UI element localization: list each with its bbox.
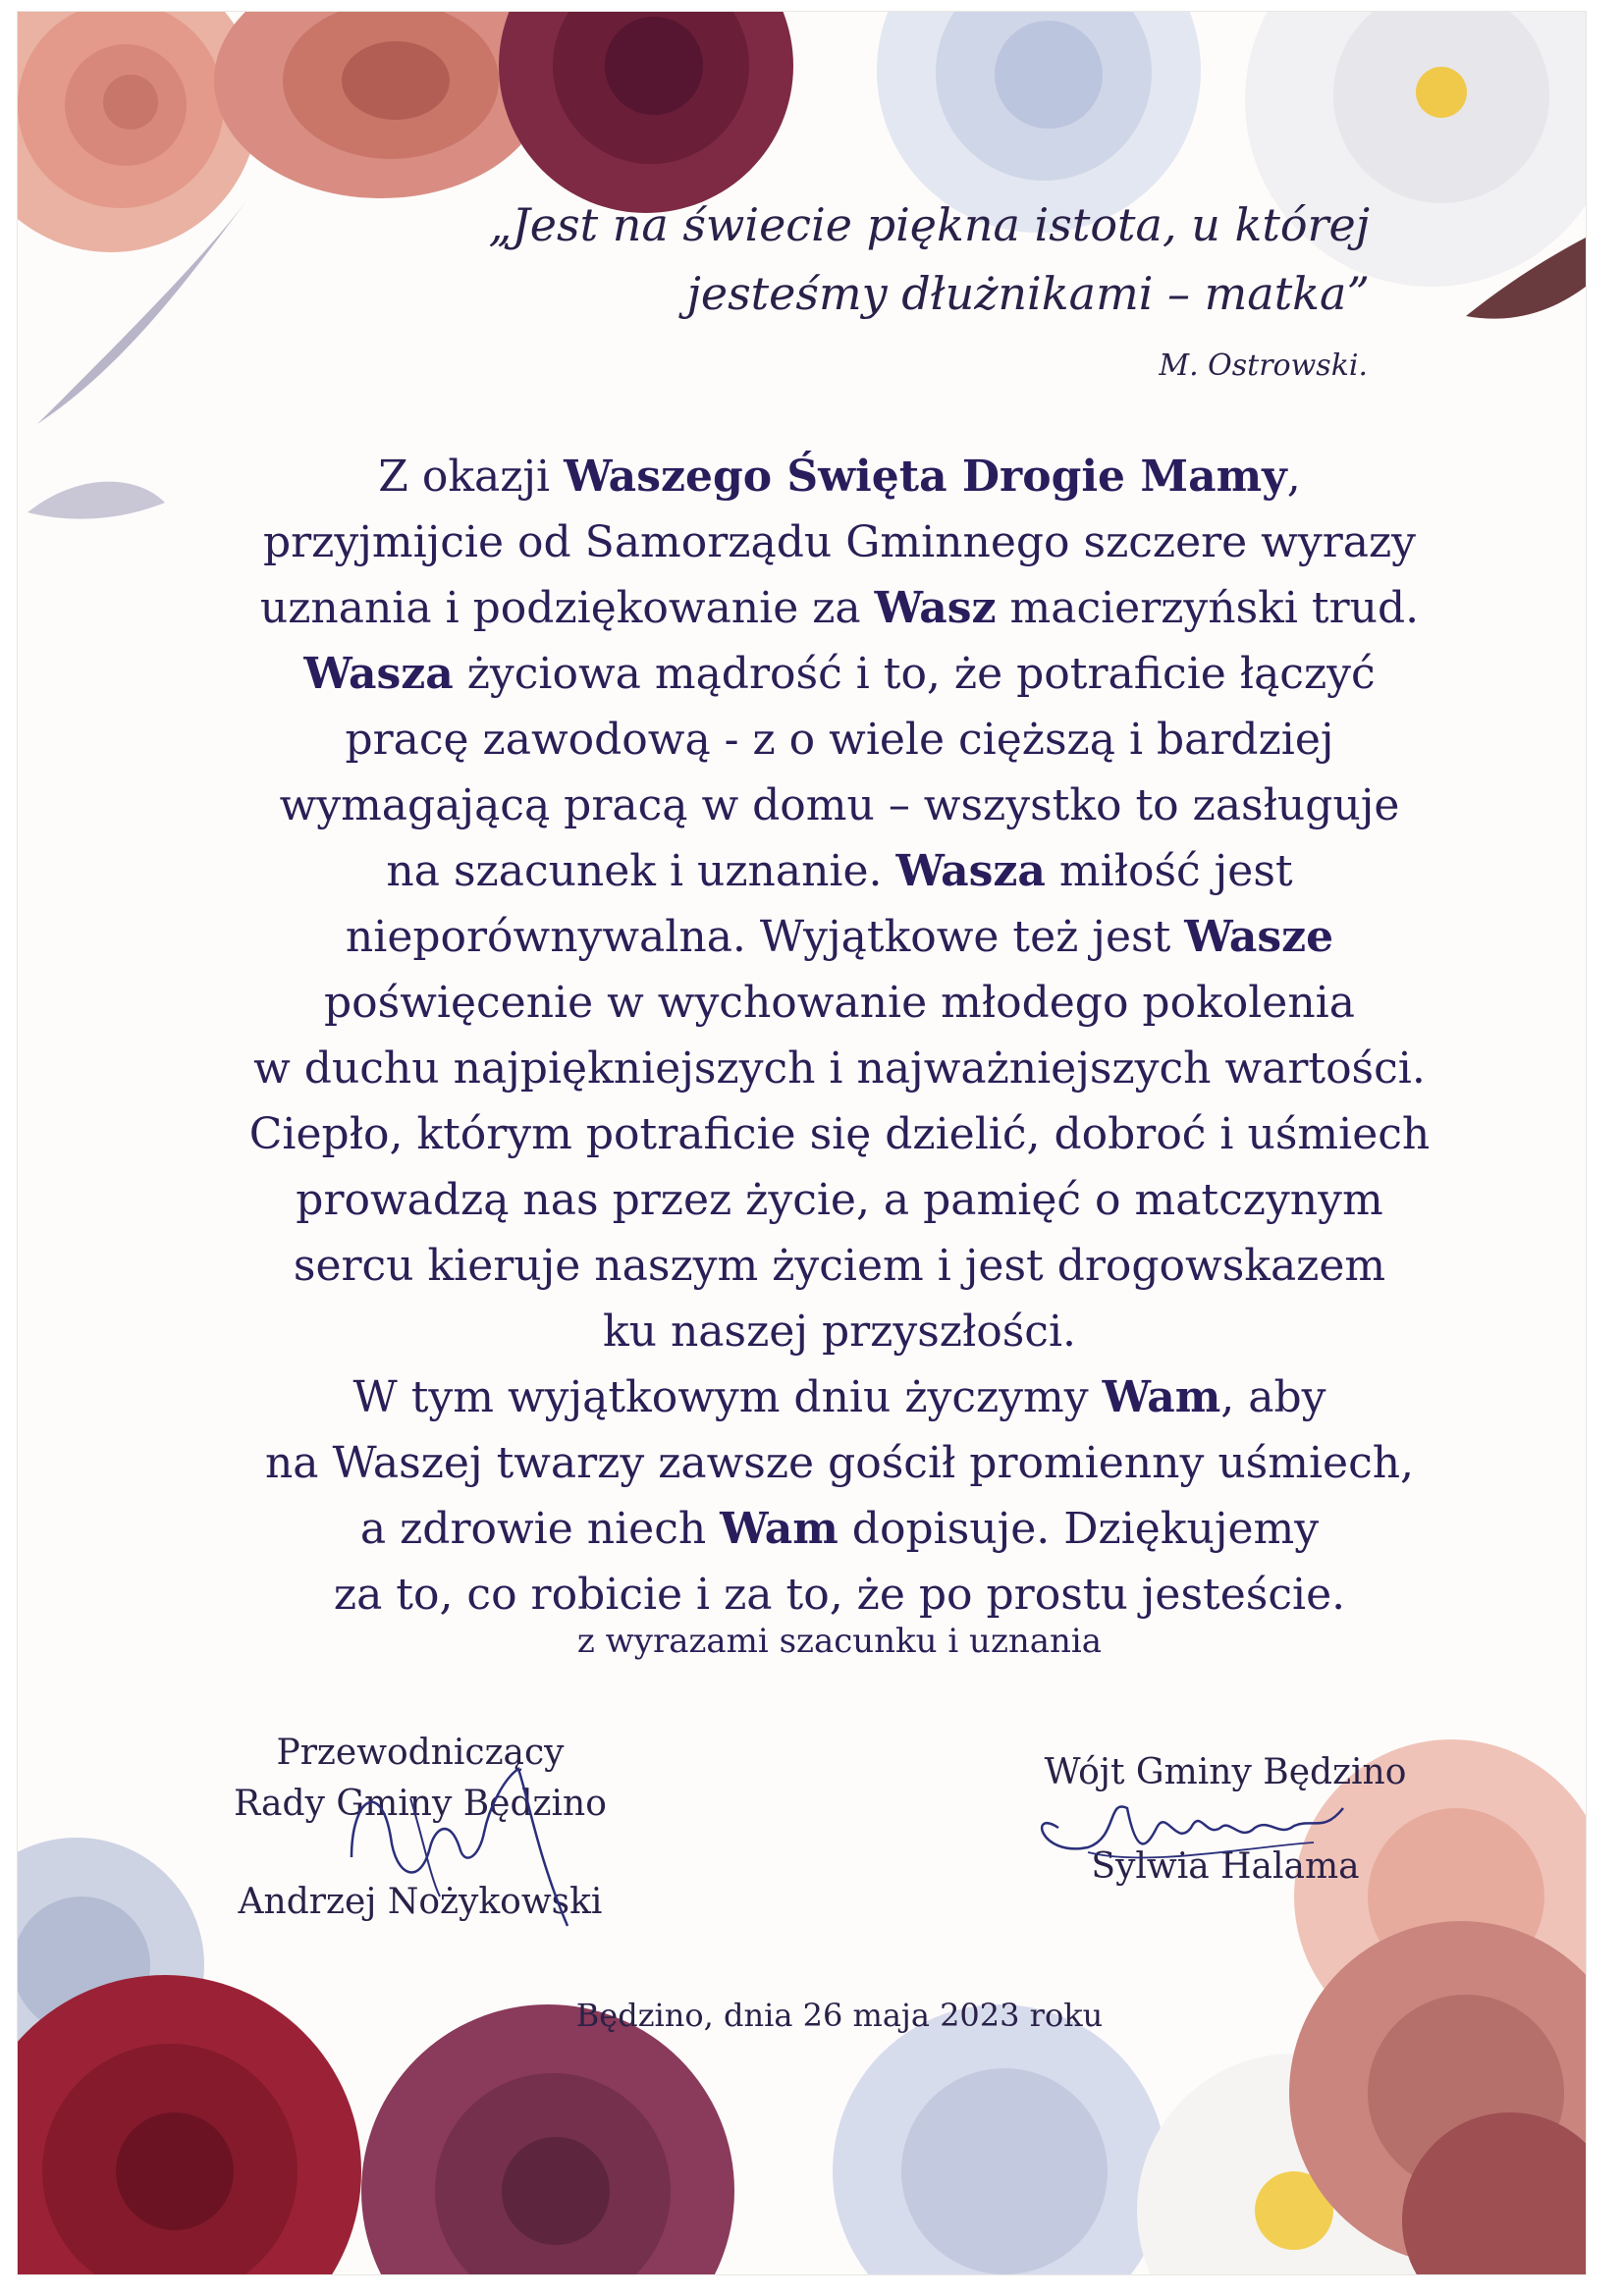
body-line [185,838,1494,904]
body-line: w duchu najpiękniejszych i najważniejszych wartości. [253,1043,1426,1094]
body-line: przyjmijcie od Samorządu Gminnego szczere wyrazy [262,517,1417,567]
text-span: uznania i podziękowanie za [259,583,875,633]
body-line: Ciepło, którym potraficie się dzielić, dobroć i uśmiech [248,1109,1431,1159]
handwritten-signature-left [312,1739,607,1936]
text-span: a zdrowie niech [359,1504,721,1554]
emphasis: Waszego Święta Drogie Mamy [564,452,1287,502]
body-line: za to, co robicie i za to, że po prostu jesteście. [333,1570,1346,1620]
quote-line: jesteśmy dłużnikami – matka” [686,267,1370,320]
text-span: nieporównywalna. Wyjątkowe też jest [345,912,1185,962]
text-span: W tym wyjątkowym dniu życzymy [352,1372,1103,1422]
emphasis: Wam [720,1504,839,1554]
epigraph-quote [489,190,1370,328]
text-span: dopisuje. Dziękujemy [838,1504,1320,1554]
body-line: poświęcenie w wychowanie młodego pokolenia [324,978,1355,1028]
body-line [185,1364,1494,1430]
text-span: miłość jest [1045,846,1293,896]
text-span: , aby [1220,1372,1326,1422]
body-line [185,575,1494,641]
text-span: macierzyński trud. [996,583,1420,633]
place-and-date: Będzino, dnia 26 maja 2023 roku [575,1997,1104,2034]
quote-line: „Jest na świecie piękna istota, u której [488,198,1370,251]
quote-author: M. Ostrowski. [1159,348,1368,383]
text-span: Z okazji [378,452,565,502]
body-line: prowadzą nas przez życie, a pamięć o matczynym [296,1175,1383,1225]
signatory-title: Przewodniczący [276,1733,565,1773]
greeting-body [185,444,1494,1628]
document-page [18,12,1586,2274]
text-span: , [1286,452,1301,502]
emphasis: Wasz [874,583,997,633]
text-span: życiowa mądrość i to, że potraficie łączyć [453,649,1376,699]
body-line [185,444,1494,509]
signatory-name: Andrzej Nożykowski [238,1882,603,1922]
body-line [185,904,1494,970]
body-line: sercu kieruje naszym życiem i jest drogowskazem [293,1241,1386,1291]
emphasis: Wasza [303,649,454,699]
body-line [185,1496,1494,1562]
signatory-title: Rady Gminy Będzino [234,1784,607,1824]
body-line: ku naszej przyszłości. [602,1307,1077,1357]
body-line: wymagającą pracą w domu – wszystko to zasługuje [279,780,1400,830]
emphasis: Wasza [895,846,1046,896]
closing-phrase: z wyrazami szacunku i uznania [576,1622,1103,1661]
emphasis: Wasze [1184,912,1334,962]
signatory-title: Wójt Gminy Będzino [1044,1752,1407,1792]
body-line: na Waszej twarzy zawsze gościł promienny uśmiech, [264,1438,1415,1488]
handwritten-signature-right [1029,1789,1363,1877]
emphasis: Wam [1102,1372,1221,1422]
body-line [185,641,1494,707]
signatory-name: Sylwia Halama [1091,1846,1360,1887]
text-span: na szacunek i uznanie. [386,846,896,896]
body-line: pracę zawodową - z o wiele cięższą i bardziej [345,715,1334,765]
